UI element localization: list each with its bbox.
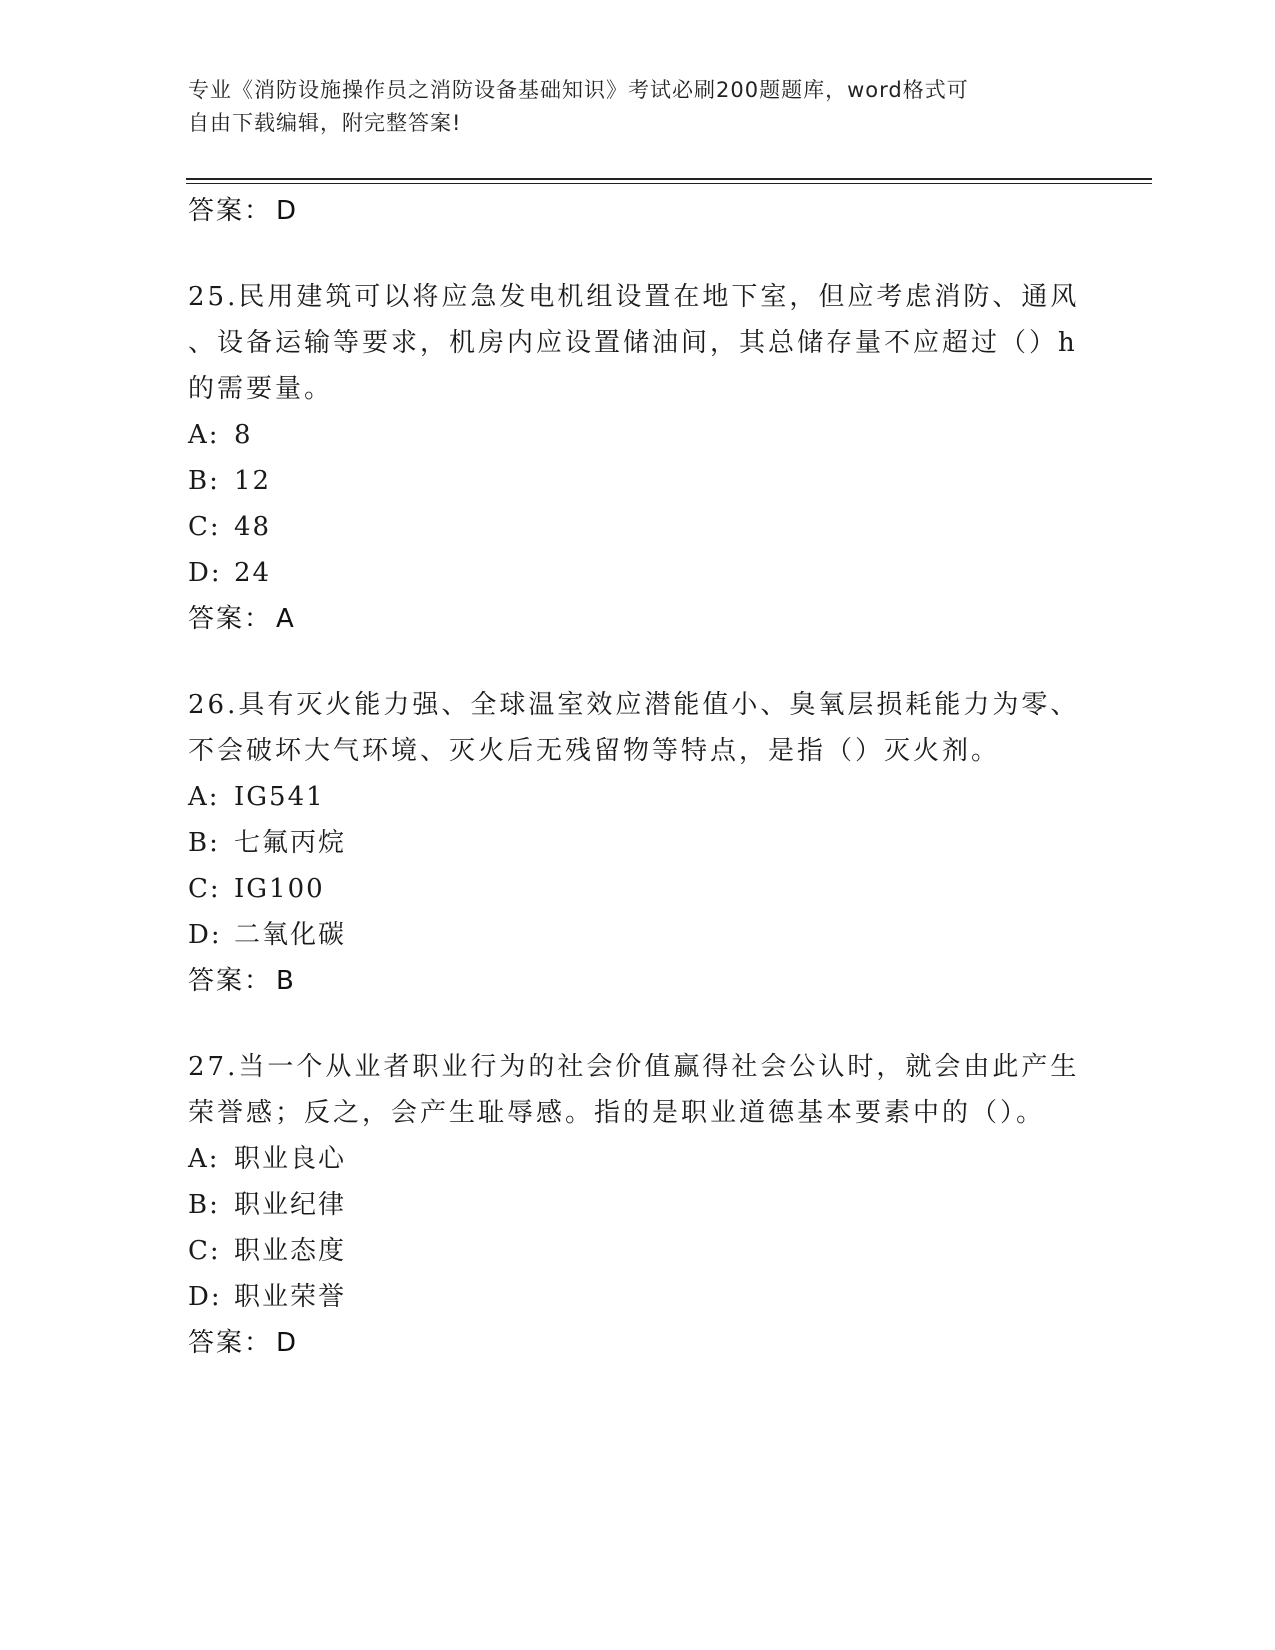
- option-letter: B:: [188, 828, 220, 858]
- answer-value: A: [276, 604, 296, 634]
- option-text: 12: [234, 466, 272, 496]
- option-letter: A:: [188, 1144, 220, 1174]
- option-text: 24: [234, 558, 272, 588]
- option-letter: C:: [188, 1236, 221, 1266]
- question-text: [188, 1044, 1088, 1136]
- question-text-line: 不会破坏大气环境、灭火后无残留物等特点，是指（）灭火剂。: [188, 736, 1001, 766]
- option-text: 8: [234, 420, 253, 450]
- option-text: IG541: [234, 782, 325, 812]
- option-letter: C:: [188, 512, 221, 542]
- option-letter: A:: [188, 420, 220, 450]
- question-list: [188, 188, 1088, 1366]
- header-divider-thin: [186, 183, 1152, 184]
- option-c: [188, 1228, 1088, 1274]
- option-text: 职业荣誉: [234, 1282, 347, 1312]
- answer-line: [188, 188, 1088, 234]
- option-letter: D:: [188, 1282, 222, 1312]
- option-c: [188, 504, 1088, 550]
- answer-line: [188, 1320, 1088, 1366]
- option-b: [188, 1182, 1088, 1228]
- option-c: [188, 866, 1088, 912]
- question-text-line: 荣誉感；反之，会产生耻辱感。指的是职业道德基本要素中的（）。: [188, 1098, 1046, 1128]
- answer-value: D: [276, 196, 299, 226]
- option-letter: C:: [188, 874, 221, 904]
- option-text: 七氟丙烷: [234, 828, 347, 858]
- option-text: 职业态度: [234, 1236, 347, 1266]
- option-b: [188, 820, 1088, 866]
- question-text-line: 、设备运输等要求，机房内应设置储油间，其总储存量不应超过（）h: [188, 328, 1078, 358]
- option-text: 职业良心: [234, 1144, 347, 1174]
- header-divider-thick: [186, 178, 1152, 180]
- answer-value: B: [276, 966, 296, 996]
- question-text-line: 25.民用建筑可以将应急发电机组设置在地下室，但应考虑消防、通风: [188, 282, 1080, 312]
- header-line-1: 专业《消防设施操作员之消防设备基础知识》考试必刷200题题库，word格式可: [188, 78, 969, 102]
- option-a: [188, 412, 1088, 458]
- option-text: IG100: [234, 874, 325, 904]
- answer-label: 答案：: [188, 966, 273, 996]
- option-text: 职业纪律: [234, 1190, 347, 1220]
- question-text-line: 的需要量。: [188, 374, 334, 404]
- option-d: [188, 1274, 1088, 1320]
- header-line-2: 自由下载编辑，附完整答案!: [188, 111, 462, 135]
- answer-line: [188, 596, 1088, 642]
- question-text-line: 26.具有灭火能力强、全球温室效应潜能值小、臭氧层损耗能力为零、: [188, 690, 1080, 720]
- question-text: [188, 274, 1088, 412]
- answer-line: [188, 958, 1088, 1004]
- question-block: [188, 274, 1088, 642]
- option-text: 48: [234, 512, 272, 542]
- option-d: [188, 550, 1088, 596]
- option-letter: D:: [188, 558, 222, 588]
- document-header: [188, 74, 1088, 140]
- option-a: [188, 774, 1088, 820]
- answer-value: D: [276, 1328, 299, 1358]
- option-b: [188, 458, 1088, 504]
- option-a: [188, 1136, 1088, 1182]
- option-d: [188, 912, 1088, 958]
- question-text: [188, 682, 1088, 774]
- question-block: [188, 682, 1088, 1004]
- answer-label: 答案：: [188, 196, 273, 226]
- option-letter: A:: [188, 782, 220, 812]
- option-text: 二氧化碳: [234, 920, 347, 950]
- question-block: [188, 1044, 1088, 1366]
- question-text-line: 27.当一个从业者职业行为的社会价值赢得社会公认时，就会由此产生: [188, 1052, 1080, 1082]
- option-letter: D:: [188, 920, 222, 950]
- option-letter: B:: [188, 466, 220, 496]
- answer-label: 答案：: [188, 604, 273, 634]
- answer-label: 答案：: [188, 1328, 273, 1358]
- option-letter: B:: [188, 1190, 220, 1220]
